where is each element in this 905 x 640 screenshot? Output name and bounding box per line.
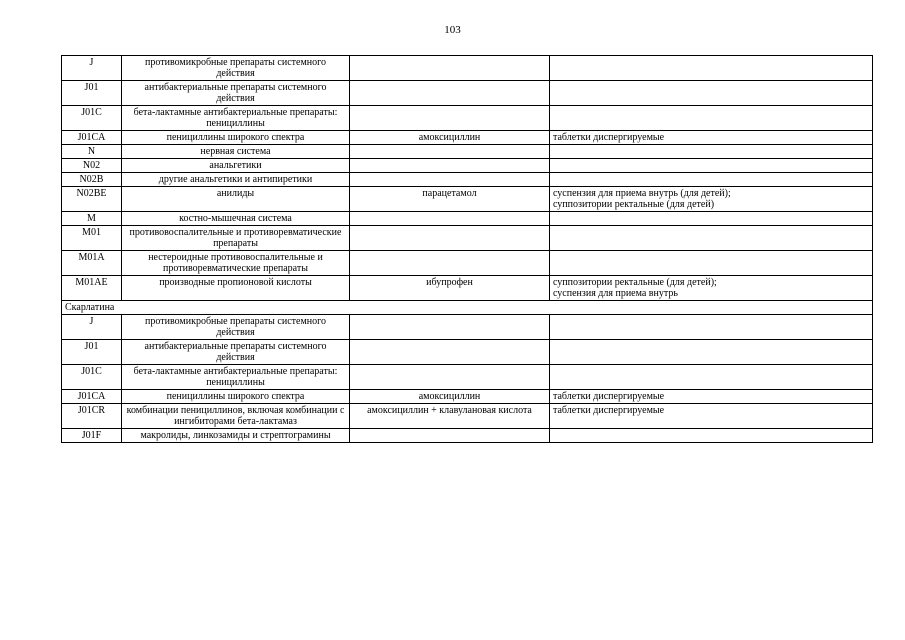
table-row: [62, 315, 873, 340]
drug-name-cell: [350, 159, 550, 173]
group-name-cell: антибактериальные препараты системного действия: [122, 81, 350, 106]
table-row: [62, 212, 873, 226]
drug-name-cell: [350, 226, 550, 251]
table-row: [62, 365, 873, 390]
atc-code-cell: J01CR: [62, 404, 122, 429]
drug-name-cell: амоксициллин: [350, 131, 550, 145]
atc-code-cell: J01: [62, 340, 122, 365]
medication-table: [61, 55, 873, 443]
dosage-form-cell: суспензия для приема внутрь (для детей); суппозитории ректальные (для детей): [550, 187, 873, 212]
table-row: [62, 173, 873, 187]
dosage-form-cell: [550, 315, 873, 340]
table-row: [62, 56, 873, 81]
page-number: 103: [444, 24, 461, 36]
drug-name-cell: [350, 145, 550, 159]
table-row: [62, 404, 873, 429]
group-name-cell: пенициллины широкого спектра: [122, 390, 350, 404]
drug-name-cell: парацетамол: [350, 187, 550, 212]
group-name-cell: пенициллины широкого спектра: [122, 131, 350, 145]
drug-name-cell: [350, 340, 550, 365]
group-name-cell: комбинации пенициллинов, включая комбинации с ингибиторами бета-лактамаз: [122, 404, 350, 429]
atc-code-cell: N02BE: [62, 187, 122, 212]
table-row: [62, 187, 873, 212]
group-name-cell: антибактериальные препараты системного действия: [122, 340, 350, 365]
dosage-form-cell: [550, 365, 873, 390]
dosage-form-cell: [550, 212, 873, 226]
drug-name-cell: [350, 365, 550, 390]
dosage-form-cell: [550, 145, 873, 159]
group-name-cell: нестероидные противовоспалительные и противоревматические препараты: [122, 251, 350, 276]
group-name-cell: другие анальгетики и антипиретики: [122, 173, 350, 187]
dosage-form-cell: суппозитории ректальные (для детей); суспензия для приема внутрь: [550, 276, 873, 301]
drug-name-cell: [350, 315, 550, 340]
drug-name-cell: [350, 429, 550, 443]
table-row: [62, 340, 873, 365]
dosage-form-cell: [550, 81, 873, 106]
table-row: [62, 145, 873, 159]
table-row: [62, 226, 873, 251]
atc-code-cell: J01: [62, 81, 122, 106]
atc-code-cell: J01CA: [62, 390, 122, 404]
drug-name-cell: [350, 173, 550, 187]
dosage-form-cell: [550, 106, 873, 131]
dosage-form-cell: таблетки диспергируемые: [550, 390, 873, 404]
group-name-cell: бета-лактамные антибактериальные препараты: пенициллины: [122, 106, 350, 131]
section-title: Скарлатина: [62, 301, 873, 315]
group-name-cell: анилиды: [122, 187, 350, 212]
table-row: [62, 429, 873, 443]
dosage-form-cell: [550, 159, 873, 173]
dosage-form-cell: [550, 226, 873, 251]
group-name-cell: противовоспалительные и противоревматические препараты: [122, 226, 350, 251]
drug-name-cell: [350, 56, 550, 81]
drug-name-cell: [350, 81, 550, 106]
atc-code-cell: M01A: [62, 251, 122, 276]
atc-code-cell: M01: [62, 226, 122, 251]
atc-code-cell: J01F: [62, 429, 122, 443]
atc-code-cell: M01AE: [62, 276, 122, 301]
group-name-cell: производные пропионовой кислоты: [122, 276, 350, 301]
dosage-form-cell: [550, 429, 873, 443]
group-name-cell: нервная система: [122, 145, 350, 159]
table-row: [62, 81, 873, 106]
drug-name-cell: [350, 106, 550, 131]
drug-name-cell: ибупрофен: [350, 276, 550, 301]
atc-code-cell: N: [62, 145, 122, 159]
group-name-cell: макролиды, линкозамиды и стрептограмины: [122, 429, 350, 443]
table-row: [62, 159, 873, 173]
dosage-form-cell: [550, 56, 873, 81]
dosage-form-cell: [550, 173, 873, 187]
table-row: [62, 106, 873, 131]
dosage-form-cell: [550, 251, 873, 276]
drug-name-cell: амоксициллин + клавулановая кислота: [350, 404, 550, 429]
drug-name-cell: амоксициллин: [350, 390, 550, 404]
group-name-cell: костно-мышечная система: [122, 212, 350, 226]
dosage-form-cell: таблетки диспергируемые: [550, 131, 873, 145]
table-row: [62, 390, 873, 404]
table-row: [62, 131, 873, 145]
atc-code-cell: J01C: [62, 106, 122, 131]
table-row: [62, 251, 873, 276]
drug-name-cell: [350, 212, 550, 226]
atc-code-cell: J: [62, 56, 122, 81]
atc-code-cell: J01C: [62, 365, 122, 390]
atc-code-cell: N02B: [62, 173, 122, 187]
table-row: [62, 276, 873, 301]
dosage-form-cell: таблетки диспергируемые: [550, 404, 873, 429]
group-name-cell: бета-лактамные антибактериальные препараты: пенициллины: [122, 365, 350, 390]
atc-code-cell: J01CA: [62, 131, 122, 145]
group-name-cell: противомикробные препараты системного действия: [122, 56, 350, 81]
group-name-cell: противомикробные препараты системного действия: [122, 315, 350, 340]
drug-name-cell: [350, 251, 550, 276]
atc-code-cell: N02: [62, 159, 122, 173]
section-row: [62, 301, 873, 315]
dosage-form-cell: [550, 340, 873, 365]
group-name-cell: анальгетики: [122, 159, 350, 173]
atc-code-cell: M: [62, 212, 122, 226]
atc-code-cell: J: [62, 315, 122, 340]
